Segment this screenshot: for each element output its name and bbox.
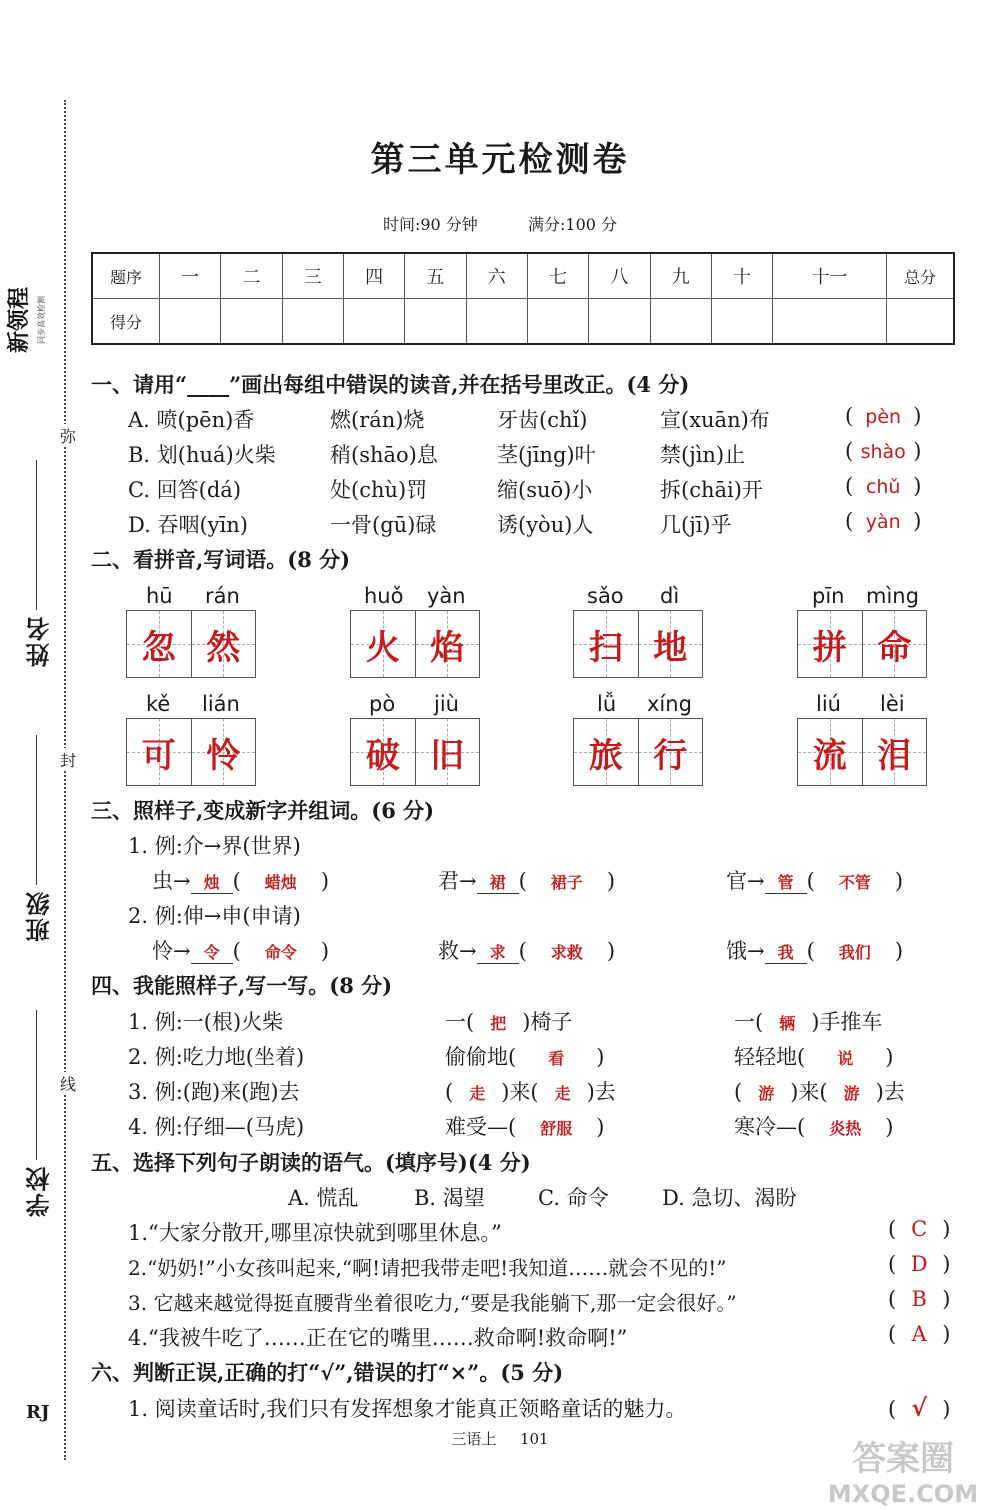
s2-char: 地 [653, 627, 688, 668]
school-label: 学校 [25, 1165, 54, 1217]
s2-writing-grid[interactable] [573, 718, 703, 786]
score-col: 三 [282, 253, 343, 299]
footer-label: 三语上 [451, 1430, 497, 1448]
s1-r1-answer[interactable]: ( pèn ) [845, 404, 922, 428]
score-col: 十一 [773, 253, 887, 299]
s4-r1-example: 1. 例:一(根)火柴 [128, 1010, 284, 1034]
s2-char: 焰 [430, 627, 465, 668]
s1-r2-answer[interactable]: ( shào ) [845, 439, 922, 463]
score-col: 四 [343, 253, 404, 299]
s1-r2-b: 稍(shāo)息 [330, 443, 438, 467]
s5-item-4: 4.“我被牛吃了……正在它的嘴里……救命啊!救命啊!” [128, 1326, 628, 1350]
s4-r1-b[interactable]: 一( 把 )椅子 [445, 1010, 573, 1034]
s1-r4-answer[interactable]: ( yàn ) [845, 509, 922, 533]
class-line[interactable] [36, 735, 37, 885]
s2-char: 命 [877, 627, 912, 668]
s1-heading: 一、请用“____”画出每组中错误的读音,并在括号里改正。(4 分) [91, 372, 690, 397]
svg-text:新领程: 新领程 [6, 286, 32, 354]
s2-writing-grid[interactable] [797, 610, 927, 678]
s4-r4-b[interactable]: 难受—( 舒服 ) [445, 1115, 605, 1139]
s1-r2-c: 茎(jīng)叶 [497, 443, 596, 467]
s5-item-3: 3. 它越来越觉得挺直腰背坐着很吃力,“要是我能躺下,那一定会很好。” [128, 1291, 737, 1315]
s2-writing-grid[interactable] [797, 718, 927, 786]
s5-answer-2[interactable]: ( D ) [888, 1252, 951, 1276]
s2-py: yàn [427, 584, 466, 608]
s2-py: liú [816, 692, 841, 716]
s2-char: 旅 [588, 735, 623, 776]
s2-char: 旧 [430, 735, 465, 776]
s2-py: huǒ [364, 584, 404, 608]
score-table [91, 252, 955, 345]
s4-r2-example: 2. 例:吃力地(坐着) [128, 1045, 305, 1069]
s2-py: xíng [647, 692, 692, 716]
score-col: 二 [221, 253, 282, 299]
s6-item-1: 1. 阅读童话时,我们只有发挥想象才能真正领略童话的魅力。 [128, 1397, 687, 1421]
s2-writing-grid[interactable] [126, 610, 256, 678]
score-cell[interactable] [711, 299, 772, 345]
page-title: 第三单元检测卷 [370, 140, 630, 180]
brand-logo [4, 250, 56, 390]
score-col: 八 [589, 253, 650, 299]
s3-heading: 三、照样子,变成新字并组词。(6 分) [91, 798, 435, 823]
exam-info [0, 212, 1000, 235]
school-line[interactable] [36, 1010, 37, 1160]
name-label: 姓名 [25, 615, 54, 667]
s2-writing-grid[interactable] [350, 718, 480, 786]
score-cell[interactable] [343, 299, 404, 345]
s5-option: C. 命令 [538, 1186, 609, 1210]
score-cell[interactable] [282, 299, 343, 345]
s5-answer-1[interactable]: ( C ) [888, 1217, 951, 1241]
s1-r2-a: B. 划(huá)火柴 [128, 443, 276, 467]
s2-py: pò [369, 692, 396, 716]
s1-r4-c: 诱(yòu)人 [497, 513, 594, 537]
s2-py: hū [146, 584, 173, 608]
s1-r3-b: 处(chù)罚 [330, 478, 428, 502]
score-cell[interactable] [527, 299, 588, 345]
s3-r2-item[interactable]: 饿→ 我 ( 我们 ) [726, 939, 904, 963]
time-limit: 时间:90 分钟 [382, 215, 478, 234]
seal-char-2: 封 [60, 748, 76, 771]
s3-r2-item[interactable]: 救→ 求 ( 求救 ) [438, 939, 616, 963]
s1-r1-b: 燃(rán)烧 [330, 408, 425, 432]
s4-r3-c[interactable]: ( 游 )来( 游 )去 [734, 1080, 905, 1104]
s2-char: 行 [653, 735, 688, 776]
s2-writing-grid[interactable] [126, 718, 256, 786]
s3-example-1: 1. 例:介→界(世界) [128, 834, 301, 858]
s2-char: 然 [206, 627, 241, 668]
score-col: 六 [466, 253, 527, 299]
s1-r2-d: 禁(jìn)止 [660, 443, 746, 467]
score-col-total: 总分 [887, 253, 955, 299]
score-cell[interactable] [466, 299, 527, 345]
s1-r4-d: 几(jī)乎 [660, 513, 732, 537]
s2-py: lián [202, 692, 240, 716]
s2-heading: 二、看拼音,写词语。(8 分) [91, 547, 351, 572]
s1-r3-d: 拆(chāi)开 [660, 478, 763, 502]
s5-item-2: 2.“奶奶!”小女孩叫起来,“啊!请把我带走吧!我知道……就会不见的!” [128, 1256, 727, 1280]
score-cell[interactable] [405, 299, 466, 345]
s4-r2-c[interactable]: 轻轻地( 说 ) [734, 1045, 894, 1069]
score-row2-label: 得分 [92, 299, 160, 345]
s1-r1-a: A. 喷(pēn)香 [128, 408, 255, 432]
s5-option: D. 急切、渴盼 [662, 1186, 797, 1210]
s1-r3-a: C. 回答(dá) [128, 478, 242, 502]
s5-answer-4[interactable]: ( A ) [888, 1322, 951, 1346]
s3-r2-item[interactable]: 怜→ 令 ( 命令 ) [152, 939, 330, 963]
s1-r1-d: 宣(xuān)布 [660, 408, 770, 432]
svg-text:MXQE.COM: MXQE.COM [827, 1480, 979, 1508]
s4-r2-b[interactable]: 偷偷地( 看 ) [445, 1045, 605, 1069]
s1-r3-answer[interactable]: ( chǔ ) [845, 474, 922, 498]
s2-py: mìng [866, 584, 919, 608]
s2-py: lèi [880, 692, 905, 716]
s6-answer-1[interactable]: ( √ ) [888, 1393, 951, 1422]
class-label: 班级 [25, 890, 54, 942]
s3-r1-item[interactable]: 君→ 裙 ( 裙子 ) [438, 869, 616, 893]
s2-py: kě [146, 692, 171, 716]
edition-label: RJ [26, 1402, 50, 1423]
s1-r3-c: 缩(suō)小 [497, 478, 593, 502]
s3-r1-item[interactable]: 虫→ 烛 ( 蜡烛 ) [152, 869, 330, 893]
svg-text:答案圈: 答案圈 [852, 1439, 954, 1479]
s2-writing-grid[interactable] [573, 610, 703, 678]
s3-r1-item[interactable]: 官→ 管 ( 不管 ) [726, 869, 904, 893]
svg-text:同步高效检测: 同步高效检测 [37, 296, 46, 344]
s5-heading: 五、选择下列句子朗读的语气。(填序号)(4 分) [91, 1150, 531, 1175]
score-col: 九 [650, 253, 711, 299]
s2-py: rán [205, 584, 240, 608]
s2-char: 泪 [877, 735, 912, 776]
score-col: 一 [160, 253, 221, 299]
score-cell[interactable] [650, 299, 711, 345]
name-line[interactable] [36, 460, 37, 610]
s4-r3-b[interactable]: ( 走 )来( 走 )去 [445, 1080, 616, 1104]
s4-r1-c[interactable]: 一( 辆 )手推车 [734, 1010, 883, 1034]
score-col: 五 [405, 253, 466, 299]
s6-heading: 六、判断正误,正确的打“√”,错误的打“×”。(5 分) [91, 1360, 564, 1385]
s2-char: 破 [365, 735, 400, 776]
s2-char: 怜 [206, 735, 241, 776]
s2-char: 流 [812, 735, 847, 776]
full-score: 满分:100 分 [528, 215, 618, 234]
s3-example-2: 2. 例:伸→申(申请) [128, 904, 301, 928]
s2-char: 扫 [588, 627, 623, 668]
s4-heading: 四、我能照样子,写一写。(8 分) [91, 973, 393, 998]
s5-answer-3[interactable]: ( B ) [888, 1287, 951, 1311]
s1-r4-a: D. 吞咽(yīn) [128, 513, 248, 537]
s5-item-1: 1.“大家分散开,哪里凉快就到哪里休息。” [128, 1221, 502, 1245]
score-cell[interactable] [773, 299, 887, 345]
s4-r4-c[interactable]: 寒冷—( 炎热 ) [734, 1115, 894, 1139]
s2-py: sǎo [587, 584, 624, 608]
s2-py: jiù [434, 692, 459, 716]
s2-char: 拼 [812, 627, 847, 668]
score-table-header-row [92, 253, 954, 299]
s2-py: dì [660, 584, 680, 608]
s2-char: 可 [141, 735, 176, 776]
s2-char: 火 [365, 627, 400, 668]
s2-py: pīn [812, 584, 845, 608]
score-col: 十 [711, 253, 772, 299]
s1-r4-b: 一骨(gū)碌 [330, 513, 437, 537]
s4-r3-example: 3. 例:(跑)来(跑)去 [128, 1080, 300, 1104]
binding-dotted-line [64, 100, 66, 1460]
seal-char-1: 弥 [60, 424, 76, 447]
page-number: 101 [519, 1430, 549, 1448]
score-cell[interactable] [221, 299, 282, 345]
seal-char-3: 线 [60, 1072, 76, 1095]
watermark-logo [808, 1430, 998, 1508]
score-cell[interactable] [887, 299, 955, 345]
s5-option: B. 渴望 [414, 1186, 485, 1210]
s2-writing-grid[interactable] [350, 610, 480, 678]
score-row1-label: 题序 [92, 253, 160, 299]
s4-r4-example: 4. 例:仔细—(马虎) [128, 1115, 305, 1139]
s2-char: 忽 [141, 627, 176, 668]
s5-option: A. 慌乱 [288, 1186, 359, 1210]
score-cell[interactable] [160, 299, 221, 345]
score-cell[interactable] [589, 299, 650, 345]
s2-py: lǚ [597, 692, 617, 716]
s1-r1-c: 牙齿(chǐ) [497, 408, 588, 432]
score-table-score-row [92, 299, 954, 345]
score-col: 七 [527, 253, 588, 299]
